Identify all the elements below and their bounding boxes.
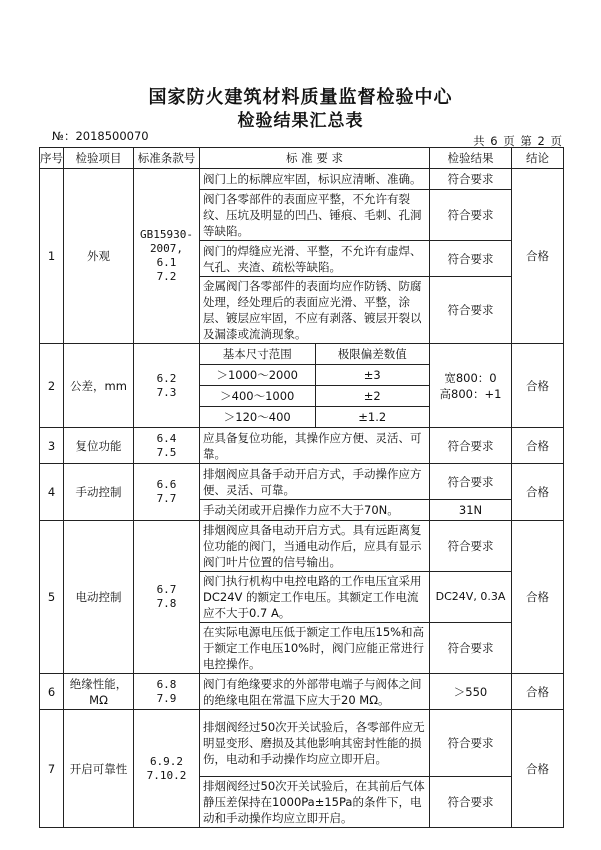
verdict-cell: 合格: [512, 710, 564, 828]
clause-line: 7.10.2: [146, 768, 187, 782]
requirement-cell: 在实际电源电压低于额定工作电压15%和高于额定工作电压10%时，阀门应能正常进行电控操作。: [200, 623, 430, 674]
table-row: [40, 674, 564, 710]
result-cell: 符合要求: [430, 777, 512, 828]
row-no: 6: [40, 674, 64, 710]
requirement-cell: 排烟阀经过50次开关试验后，在其前后气体静压差保持在1000Pa±15Pa的条件下，电动和手动操作均应立即开启。: [200, 777, 430, 828]
row-item: 手动控制: [64, 464, 134, 521]
results-table: [39, 147, 564, 828]
tolerance-head: [200, 344, 429, 365]
tolerance-range: ＞1000～2000: [200, 365, 315, 386]
result-cell: 31N: [430, 500, 512, 521]
row-no: 1: [40, 169, 64, 344]
doc-title: 检验结果汇总表: [237, 111, 364, 131]
requirement-cell: 阀门各零部件的表面应平整，不允许有裂纹、压坑及明显的凹凸、锤痕、毛刺、孔洞等缺陷。: [200, 190, 430, 241]
result-width: 宽800：0: [444, 370, 497, 385]
row-clause: [134, 521, 200, 674]
verdict-cell: 合格: [512, 428, 564, 464]
page-info: 共 6 页 第 2 页: [473, 134, 563, 148]
table-row: [40, 428, 564, 464]
verdict-cell: 合格: [512, 169, 564, 344]
requirement-cell: 阀门有绝缘要求的外部带电端子与阀体之间的绝缘电阻在常温下应大于20 MΩ。: [200, 674, 430, 710]
tolerance-deviation: ±1.2: [358, 410, 387, 424]
requirement-cell: 阀门执行机构中电控电路的工作电压宜采用 DC24V 的额定工作电压。其额定工作电流应不大于0.7 A。: [200, 572, 430, 623]
requirement-cell: 阀门的焊缝应光滑、平整，不允许有虚焊、气孔、夹渣、疏松等缺陷。: [200, 241, 430, 277]
requirement-cell: 应具备复位功能，其操作应方便、灵活、可靠。: [200, 428, 430, 464]
row-no: 7: [40, 710, 64, 828]
requirement-cell: 排烟阀经过50次开关试验后，各零部件应无明显变形、磨损及其他影响其密封性能的损伤，电动和手动操作均应立即开启。: [200, 710, 430, 777]
requirement-cell: 排烟阀应具备手动开启方式，手动操作应方便、灵活、可靠。: [200, 464, 430, 500]
col-item: 检验项目: [64, 148, 134, 169]
col-clause: 标准条款号: [134, 148, 200, 169]
requirement-cell: 阀门上的标牌应牢固，标识应清晰、准确。: [200, 169, 430, 190]
result-height: 高800：+1: [439, 386, 502, 401]
clause-line: 7.5: [156, 445, 177, 459]
tolerance-table: [200, 344, 429, 427]
requirement-cell: 排烟阀应具备电动开启方式。具有远距离复位功能的阀门，当通电动作后，应具有显示阀门叶片位置的信号输出。: [200, 521, 430, 572]
table-row: [40, 710, 564, 777]
result-cell: 符合要求: [430, 521, 512, 572]
result-cell: 符合要求: [430, 169, 512, 190]
tolerance-row: [200, 386, 429, 407]
result-cell: DC24V, 0.3A: [430, 572, 512, 623]
row-clause: [134, 464, 200, 521]
clause-line: 7.3: [156, 385, 177, 399]
tolerance-range: ＞120～400: [200, 407, 315, 428]
table-row: [40, 169, 564, 190]
table-row: [40, 521, 564, 572]
result-cell: 符合要求: [430, 464, 512, 500]
header-row: [40, 148, 564, 169]
col-requirement: 标 准 要 求: [200, 148, 430, 169]
clause-line: 6.9.2: [149, 754, 184, 768]
tolerance-deviation: ±3: [315, 365, 429, 386]
tolerance-row: [200, 407, 429, 428]
col-verdict: 结论: [512, 148, 564, 169]
col-result: 检验结果: [430, 148, 512, 169]
row-item: 电动控制: [64, 521, 134, 674]
result-cell: 符合要求: [430, 277, 512, 344]
clause-line: 6.7: [156, 583, 177, 596]
row-item: 公差，mm: [64, 344, 134, 428]
row-item: 外观: [64, 169, 134, 344]
clause-line: 6.6: [156, 478, 177, 491]
clause-line: 7.7: [156, 492, 177, 505]
clause-line: 6.8: [156, 677, 177, 691]
tolerance-subtable: [200, 344, 430, 428]
tolerance-deviation: ±2: [315, 386, 429, 407]
result-cell: 符合要求: [430, 428, 512, 464]
row-clause: [134, 169, 200, 344]
report-number: №：2018500070: [52, 129, 149, 143]
row-item: 绝缘性能，MΩ: [64, 674, 134, 710]
row-item: 开启可靠性: [64, 710, 134, 828]
tolerance-row: [200, 365, 429, 386]
result-cell: ＞550: [430, 674, 512, 710]
row-no: 2: [40, 344, 64, 428]
row-clause: [134, 710, 200, 828]
clause-line: 7.9: [156, 691, 177, 705]
result-cell: 符合要求: [430, 710, 512, 777]
tolerance-head-range: 基本尺寸范围: [200, 344, 315, 365]
clause-line: 6.4: [156, 431, 177, 445]
row-no: 3: [40, 428, 64, 464]
row-no: 5: [40, 521, 64, 674]
col-no: 序号: [40, 148, 64, 169]
verdict-cell: 合格: [512, 674, 564, 710]
requirement-cell: 金属阀门各零部件的表面均应作防锈、防腐处理，经处理后的表面应光滑、平整，涂层、镀层应牢固，不应有剥落、镀层开裂以及漏漆或流淌现象。: [200, 277, 430, 344]
row-clause: [134, 344, 200, 428]
tolerance-head-deviation: 极限偏差数值: [315, 344, 429, 365]
clause-line: 6.1: [156, 256, 177, 269]
tolerance-range: ＞400～1000: [200, 386, 315, 407]
verdict-cell: 合格: [512, 344, 564, 428]
row-item: 复位功能: [64, 428, 134, 464]
result-cell: 符合要求: [430, 190, 512, 241]
org-title: 国家防火建筑材料质量监督检验中心: [148, 87, 453, 108]
row-no: 4: [40, 464, 64, 521]
requirement-cell: 手动关闭或开启操作力应不大于70N。: [200, 500, 430, 521]
clause-line: 6.2: [156, 371, 177, 385]
result-cell: [430, 344, 512, 428]
table-row: [40, 464, 564, 500]
result-cell: 符合要求: [430, 623, 512, 674]
table-row: [40, 344, 564, 428]
clause-line: 7.8: [156, 597, 177, 610]
row-clause: [134, 428, 200, 464]
result-cell: 符合要求: [430, 241, 512, 277]
verdict-cell: 合格: [512, 521, 564, 674]
verdict-cell: 合格: [512, 464, 564, 521]
row-clause: [134, 674, 200, 710]
clause-line: GB15930-: [140, 228, 193, 241]
clause-line: 7.2: [156, 270, 177, 283]
clause-line: 2007,: [149, 242, 184, 255]
